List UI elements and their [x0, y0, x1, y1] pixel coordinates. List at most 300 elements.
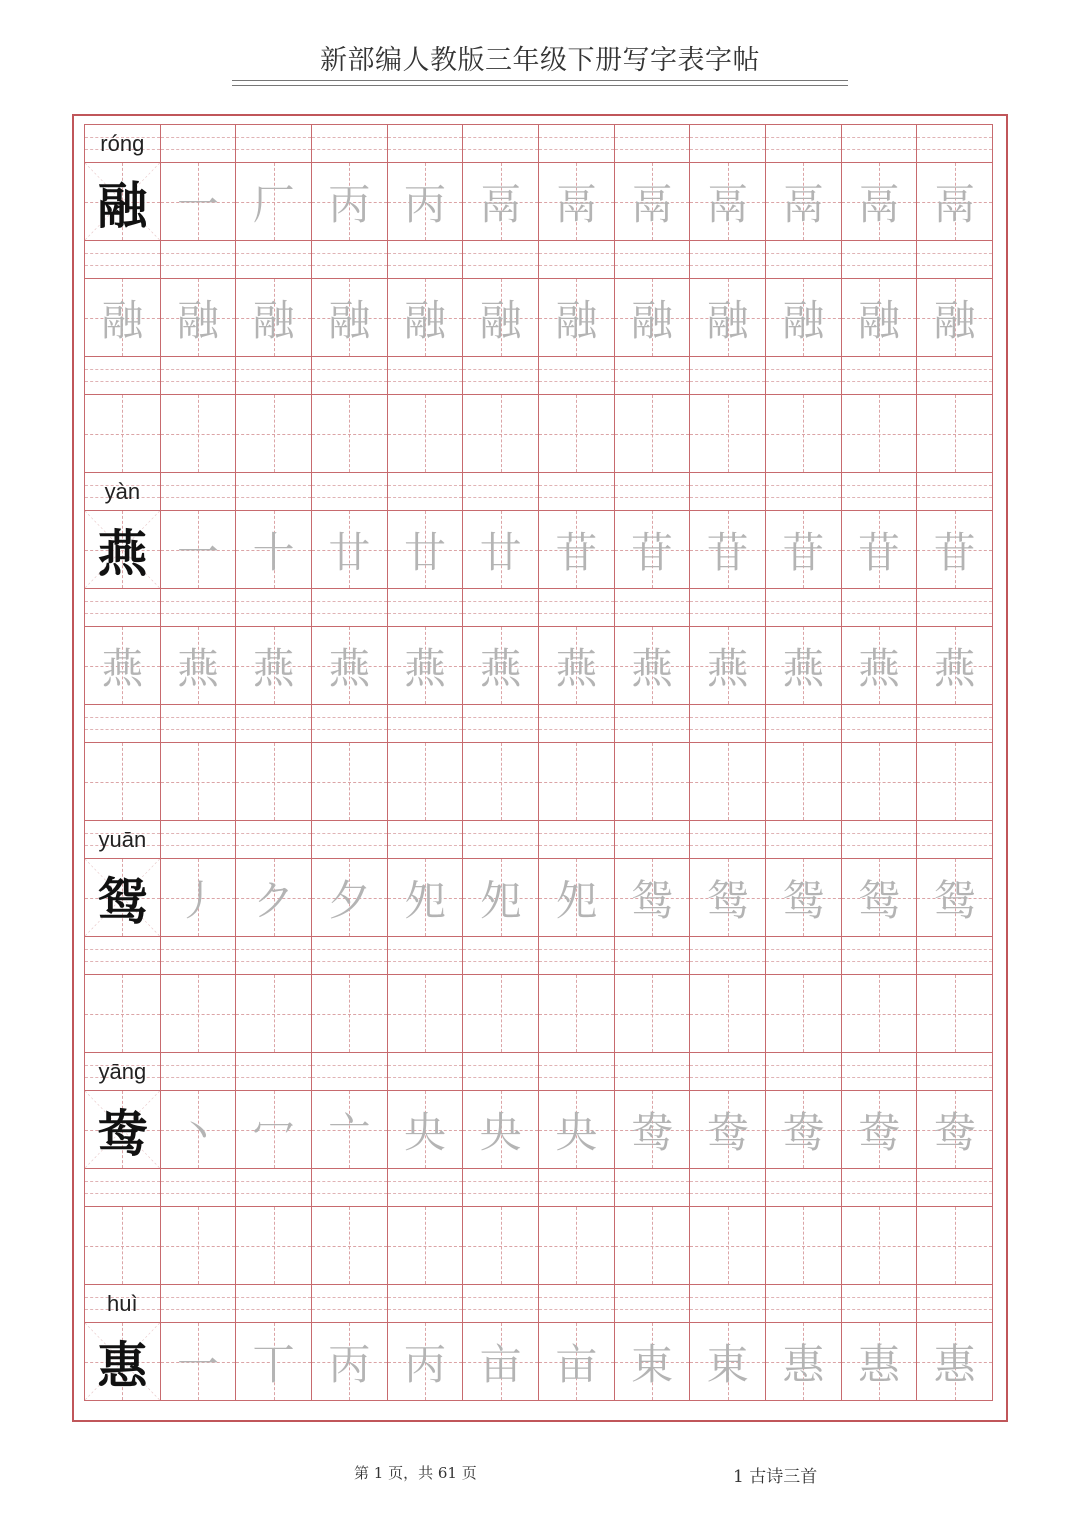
pinyin-cell [84, 588, 161, 627]
practice-cell [462, 626, 539, 705]
pinyin-cell [160, 936, 237, 975]
model-character: 鸯 [97, 1104, 148, 1163]
practice-cell [235, 1322, 312, 1401]
practice-cell [614, 742, 691, 821]
practice-row [84, 742, 992, 820]
pinyin-cell [160, 240, 237, 279]
pinyin-cell [311, 1168, 388, 1207]
pinyin-cell [916, 1168, 993, 1207]
pinyin-label: huì [107, 1290, 138, 1316]
practice-cell [841, 626, 918, 705]
practice-cell [462, 1206, 539, 1285]
trace-character [539, 1207, 614, 1284]
practice-cell [538, 162, 615, 241]
trace-character [917, 743, 992, 820]
pinyin-cell [311, 124, 388, 163]
trace-character [161, 1207, 236, 1284]
practice-cell [462, 1322, 539, 1401]
model-character-cell [84, 162, 161, 241]
trace-character: 一 [176, 1339, 219, 1389]
trace-character [463, 395, 538, 472]
pinyin-cell [84, 820, 161, 859]
practice-cell [916, 974, 993, 1053]
pinyin-cell [841, 472, 918, 511]
pinyin-cell [689, 1284, 766, 1323]
title-underline [232, 80, 848, 81]
pinyin-cell [235, 588, 312, 627]
pinyin-strip [84, 472, 992, 510]
practice-cell [765, 510, 842, 589]
pinyin-cell [84, 472, 161, 511]
trace-character: 惠 [857, 1339, 900, 1389]
pinyin-cell [765, 588, 842, 627]
practice-cell [462, 162, 539, 241]
practice-cell [614, 162, 691, 241]
practice-cell [235, 278, 312, 357]
trace-character [463, 1207, 538, 1284]
trace-character: 燕 [101, 643, 144, 693]
practice-cell [916, 278, 993, 357]
practice-cell [160, 162, 237, 241]
pinyin-cell [689, 240, 766, 279]
pinyin-cell [387, 588, 464, 627]
trace-character: 亩 [555, 1339, 598, 1389]
practice-row [84, 394, 992, 472]
practice-row [84, 626, 992, 704]
trace-character: 鸳 [857, 875, 900, 925]
trace-character: 苷 [706, 527, 749, 577]
pinyin-cell [160, 588, 237, 627]
trace-character [388, 975, 463, 1052]
practice-cell [916, 162, 993, 241]
practice-cell [387, 974, 464, 1053]
practice-cell [311, 742, 388, 821]
trace-character: 鬲 [782, 179, 825, 229]
practice-cell [311, 1322, 388, 1401]
practice-cell [311, 1206, 388, 1285]
pinyin-cell [689, 124, 766, 163]
model-character: 融 [97, 176, 148, 235]
trace-character: 燕 [252, 643, 295, 693]
trace-character: 鬲 [933, 179, 976, 229]
pinyin-cell [311, 936, 388, 975]
pinyin-cell [614, 356, 691, 395]
pinyin-cell [689, 472, 766, 511]
pinyin-cell [765, 356, 842, 395]
trace-character: 丙 [403, 179, 446, 229]
practice-cell [765, 858, 842, 937]
pinyin-cell [462, 240, 539, 279]
trace-character: 燕 [403, 643, 446, 693]
pinyin-cell [614, 588, 691, 627]
model-character: 惠 [97, 1336, 148, 1395]
pinyin-cell [84, 356, 161, 395]
practice-cell [387, 1090, 464, 1169]
pinyin-cell [462, 820, 539, 859]
pinyin-cell [765, 1168, 842, 1207]
pinyin-cell [538, 1168, 615, 1207]
pinyin-cell [841, 1284, 918, 1323]
practice-cell [916, 394, 993, 473]
pinyin-cell [916, 240, 993, 279]
practice-cell [689, 1090, 766, 1169]
trace-character [312, 975, 387, 1052]
pinyin-cell [387, 936, 464, 975]
practice-cell [841, 1322, 918, 1401]
pinyin-cell [765, 936, 842, 975]
pinyin-cell [614, 1052, 691, 1091]
pinyin-cell [916, 124, 993, 163]
pinyin-cell [387, 1284, 464, 1323]
practice-cell [689, 1322, 766, 1401]
practice-cell [614, 510, 691, 589]
practice-cell [916, 510, 993, 589]
practice-cell [387, 858, 464, 937]
practice-cell [841, 1206, 918, 1285]
trace-character: 廿 [328, 527, 371, 577]
trace-character [236, 743, 311, 820]
practice-cell [614, 1206, 691, 1285]
practice-cell [160, 278, 237, 357]
trace-character [766, 1207, 841, 1284]
practice-cell [160, 1090, 237, 1169]
pinyin-strip [84, 704, 992, 742]
pinyin-cell [84, 936, 161, 975]
trace-character: 一 [176, 527, 219, 577]
pinyin-cell [160, 1052, 237, 1091]
trace-character: 鬲 [706, 179, 749, 229]
pinyin-cell [235, 820, 312, 859]
pinyin-cell [841, 936, 918, 975]
pinyin-cell [765, 240, 842, 279]
practice-cell [538, 1090, 615, 1169]
trace-character: 融 [857, 295, 900, 345]
trace-character: 苷 [857, 527, 900, 577]
practice-cell [84, 1206, 161, 1285]
trace-character: 十 [252, 527, 295, 577]
practice-row [84, 974, 992, 1052]
pinyin-cell [614, 820, 691, 859]
trace-character [842, 395, 917, 472]
pinyin-cell [160, 704, 237, 743]
pinyin-label: róng [100, 130, 145, 156]
trace-character: 亩 [479, 1339, 522, 1389]
pinyin-strip [84, 936, 992, 974]
page-number: 第 1 页，共 61 页 [354, 1464, 477, 1482]
pinyin-cell [916, 936, 993, 975]
practice-cell [160, 394, 237, 473]
trace-character: 丙 [328, 1339, 371, 1389]
practice-row [84, 1206, 992, 1284]
pinyin-strip [84, 1284, 992, 1322]
practice-cell [387, 162, 464, 241]
trace-character: 鸳 [706, 875, 749, 925]
practice-cell [462, 858, 539, 937]
trace-character [539, 743, 614, 820]
trace-character [463, 975, 538, 1052]
model-character-cell [84, 1090, 161, 1169]
pinyin-cell [765, 820, 842, 859]
practice-cell [689, 278, 766, 357]
practice-cell [538, 1206, 615, 1285]
trace-character [690, 743, 765, 820]
trace-character [917, 395, 992, 472]
trace-character [463, 743, 538, 820]
trace-character [85, 395, 160, 472]
practice-cell [841, 742, 918, 821]
trace-character [766, 743, 841, 820]
pinyin-cell [160, 1168, 237, 1207]
practice-cell [614, 974, 691, 1053]
pinyin-cell [916, 1284, 993, 1323]
trace-character [690, 975, 765, 1052]
practice-cell [160, 974, 237, 1053]
pinyin-strip [84, 240, 992, 278]
pinyin-cell [235, 356, 312, 395]
practice-cell [84, 626, 161, 705]
practice-cell [538, 742, 615, 821]
pinyin-cell [311, 820, 388, 859]
pinyin-cell [462, 588, 539, 627]
trace-character [690, 395, 765, 472]
pinyin-cell [160, 472, 237, 511]
lesson-title: 1 古诗三首 [733, 1467, 818, 1487]
pinyin-cell [387, 704, 464, 743]
pinyin-cell [311, 588, 388, 627]
practice-cell [841, 974, 918, 1053]
trace-character: 惠 [933, 1339, 976, 1389]
trace-character [236, 1207, 311, 1284]
pinyin-cell [311, 472, 388, 511]
practice-cell [235, 742, 312, 821]
practice-cell [765, 162, 842, 241]
practice-cell [689, 742, 766, 821]
trace-character [842, 1207, 917, 1284]
practice-cell [311, 394, 388, 473]
pinyin-cell [84, 1052, 161, 1091]
trace-character [690, 1207, 765, 1284]
practice-cell [311, 278, 388, 357]
practice-cell [387, 510, 464, 589]
trace-character: 丿 [176, 875, 219, 925]
pinyin-cell [387, 124, 464, 163]
practice-cell [387, 1206, 464, 1285]
pinyin-cell [462, 1168, 539, 1207]
trace-character: 鬲 [555, 179, 598, 229]
pinyin-cell [689, 1052, 766, 1091]
trace-character [917, 1207, 992, 1284]
practice-cell [765, 1090, 842, 1169]
pinyin-cell [462, 472, 539, 511]
trace-character [842, 743, 917, 820]
pinyin-cell [311, 1052, 388, 1091]
practice-cell [462, 1090, 539, 1169]
pinyin-strip [84, 1052, 992, 1090]
pinyin-strip [84, 1168, 992, 1206]
practice-cell [538, 858, 615, 937]
trace-character: 鸯 [933, 1107, 976, 1157]
trace-character [615, 1207, 690, 1284]
pinyin-cell [538, 124, 615, 163]
pinyin-cell [614, 1284, 691, 1323]
pinyin-cell [689, 588, 766, 627]
practice-cell [538, 394, 615, 473]
practice-cell [235, 974, 312, 1053]
practice-cell [84, 742, 161, 821]
practice-row [84, 510, 992, 588]
pinyin-cell [614, 472, 691, 511]
trace-character [842, 975, 917, 1052]
practice-cell [462, 510, 539, 589]
pinyin-cell [311, 1284, 388, 1323]
pinyin-cell [916, 820, 993, 859]
pinyin-cell [462, 1284, 539, 1323]
trace-character: 丙 [403, 1339, 446, 1389]
practice-row [84, 1322, 992, 1400]
practice-cell [462, 742, 539, 821]
trace-character: 夕 [328, 875, 371, 925]
practice-cell [765, 278, 842, 357]
pinyin-label: yuān [98, 826, 147, 852]
pinyin-cell [614, 124, 691, 163]
practice-cell [916, 1206, 993, 1285]
model-character-cell [84, 510, 161, 589]
practice-cell [614, 394, 691, 473]
practice-cell [235, 626, 312, 705]
pinyin-cell [689, 356, 766, 395]
trace-character [766, 395, 841, 472]
trace-character: 苷 [555, 527, 598, 577]
practice-cell [311, 510, 388, 589]
practice-cell [160, 510, 237, 589]
pinyin-cell [462, 356, 539, 395]
trace-character: 鬲 [630, 179, 673, 229]
practice-cell [689, 974, 766, 1053]
trace-character: 丅 [252, 1339, 295, 1389]
pinyin-cell [765, 1052, 842, 1091]
trace-character: 亠 [328, 1107, 371, 1157]
pinyin-cell [235, 704, 312, 743]
pinyin-cell [311, 704, 388, 743]
pinyin-cell [765, 1284, 842, 1323]
practice-cell [235, 510, 312, 589]
trace-character [85, 743, 160, 820]
trace-character [312, 1207, 387, 1284]
trace-character: 融 [328, 295, 371, 345]
practice-cell [614, 1322, 691, 1401]
practice-cell [916, 1322, 993, 1401]
pinyin-cell [462, 704, 539, 743]
practice-row [84, 278, 992, 356]
trace-character [312, 395, 387, 472]
pinyin-cell [311, 356, 388, 395]
pinyin-cell [235, 1168, 312, 1207]
trace-character: 鸯 [706, 1107, 749, 1157]
practice-cell [311, 1090, 388, 1169]
pinyin-cell [841, 1052, 918, 1091]
trace-character: 苷 [933, 527, 976, 577]
trace-character: 苷 [630, 527, 673, 577]
trace-character: 東 [706, 1339, 749, 1389]
trace-character: 東 [630, 1339, 673, 1389]
trace-character [766, 975, 841, 1052]
pinyin-cell [538, 472, 615, 511]
pinyin-strip [84, 356, 992, 394]
pinyin-cell [689, 1168, 766, 1207]
pinyin-cell [311, 240, 388, 279]
practice-cell [387, 742, 464, 821]
practice-cell [765, 742, 842, 821]
trace-character: 央 [555, 1107, 598, 1157]
trace-character: 融 [933, 295, 976, 345]
pinyin-cell [160, 820, 237, 859]
trace-character: 鬲 [857, 179, 900, 229]
pinyin-cell [387, 472, 464, 511]
pinyin-cell [538, 1052, 615, 1091]
pinyin-cell [841, 124, 918, 163]
practice-cell [160, 626, 237, 705]
practice-cell [614, 1090, 691, 1169]
pinyin-cell [235, 1284, 312, 1323]
pinyin-cell [689, 704, 766, 743]
trace-character: 融 [782, 295, 825, 345]
pinyin-cell [235, 472, 312, 511]
trace-character: 燕 [555, 643, 598, 693]
practice-cell [765, 974, 842, 1053]
model-character-cell [84, 858, 161, 937]
pinyin-cell [538, 820, 615, 859]
trace-character: 融 [630, 295, 673, 345]
practice-cell [235, 1090, 312, 1169]
pinyin-cell [916, 472, 993, 511]
trace-character: 夗 [555, 875, 598, 925]
practice-cell [765, 626, 842, 705]
practice-cell [841, 162, 918, 241]
practice-cell [538, 626, 615, 705]
pinyin-label: yàn [104, 478, 141, 504]
trace-character: 鸳 [782, 875, 825, 925]
trace-character [388, 1207, 463, 1284]
trace-character: 鬲 [479, 179, 522, 229]
model-character-cell [84, 1322, 161, 1401]
practice-cell [311, 858, 388, 937]
trace-character: 燕 [933, 643, 976, 693]
trace-character: 冖 [252, 1107, 295, 1157]
practice-cell [689, 858, 766, 937]
pinyin-cell [841, 356, 918, 395]
practice-row [84, 1090, 992, 1168]
practice-cell [462, 974, 539, 1053]
practice-cell [841, 510, 918, 589]
pinyin-cell [387, 820, 464, 859]
trace-character: 燕 [630, 643, 673, 693]
practice-cell [84, 278, 161, 357]
pinyin-cell [841, 820, 918, 859]
trace-character: 夗 [479, 875, 522, 925]
trace-character [539, 395, 614, 472]
practice-cell [841, 1090, 918, 1169]
trace-character [388, 395, 463, 472]
model-character: 燕 [97, 524, 148, 583]
trace-character [161, 743, 236, 820]
pinyin-cell [538, 704, 615, 743]
practice-cell [387, 1322, 464, 1401]
pinyin-cell [538, 1284, 615, 1323]
page-title: 新部编人教版三年级下册写字表字帖 [320, 45, 760, 76]
practice-cell [689, 162, 766, 241]
trace-character [615, 395, 690, 472]
trace-character: 鸳 [630, 875, 673, 925]
